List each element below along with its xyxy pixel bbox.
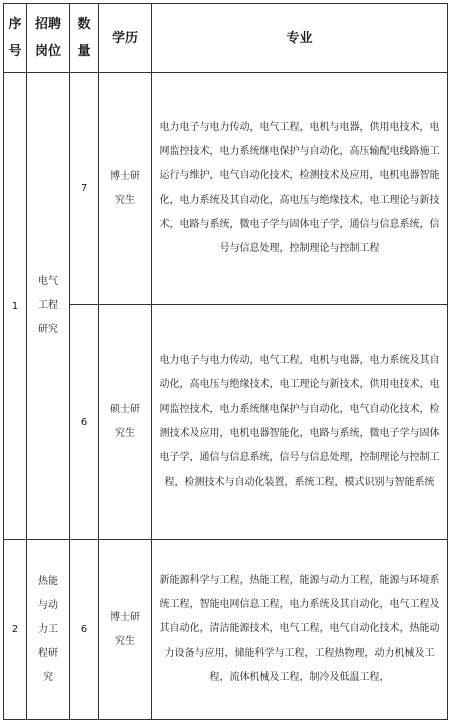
row-education: 博士研 究生 [99, 73, 152, 305]
row-seq: 2 [4, 540, 27, 720]
table-row [4, 540, 448, 720]
row-major: 新能源科学与工程，热能工程，能源与动力工程，能源与环境系统工程，智能电网信息工程，电力系统及其自动化，电气工程及其自动化，清洁能源技术，电气工程，电气自动化技术，热能动力设备与应用，储能科学与工程，工程热物理，动力机械及工程，流体机械及工程，制冷及低温工程， [152, 540, 448, 720]
row-seq: 1 [4, 73, 27, 540]
row-position: 热能 与动 力工 程研 究 [27, 540, 70, 720]
row-position: 电气 工程 研究 [27, 73, 70, 540]
table-row [4, 305, 448, 540]
row-count: 6 [70, 305, 99, 540]
row-major: 电力电子与电力传动，电气工程，电机与电器，供用电技术，电网监控技术，电力系统继电保护与自动化，高压输配电线路施工运行与维护，电气自动化技术，检测技术及应用，电机电器智能化，电力系统及其自动化，高电压与绝缘技术，电工理论与新技术，电路与系统，微电子学与固体电子学，通信与信息系统，信号与信息处理，控制理论与控制工程 [152, 73, 448, 305]
header-education: 学历 [99, 4, 152, 73]
row-education: 博士研 究生 [99, 540, 152, 720]
row-major: 电力电子与电力传动，电气工程，电机与电器，电力系统及其自动化，高电压与绝缘技术，电工理论与新技术，供用电技术，电网监控技术，电力系统继电保护与自动化，电气自动化技术，检测技术及应用，电机电器智能化，电路与系统，微电子学与固体电子学，通信与信息系统，信号与信息处理，控制理论与控制工程，检测技术与自动化装置，系统工程，模式识别与智能系统 [152, 305, 448, 540]
header-row [4, 4, 448, 73]
row-count: 6 [70, 540, 99, 720]
header-major: 专业 [152, 4, 448, 73]
row-education: 硕士研 究生 [99, 305, 152, 540]
header-seq: 序 号 [4, 4, 27, 73]
header-position: 招聘 岗位 [27, 4, 70, 73]
recruitment-table [3, 3, 448, 720]
row-count: 7 [70, 73, 99, 305]
header-count: 数 量 [70, 4, 99, 73]
table-row [4, 73, 448, 305]
